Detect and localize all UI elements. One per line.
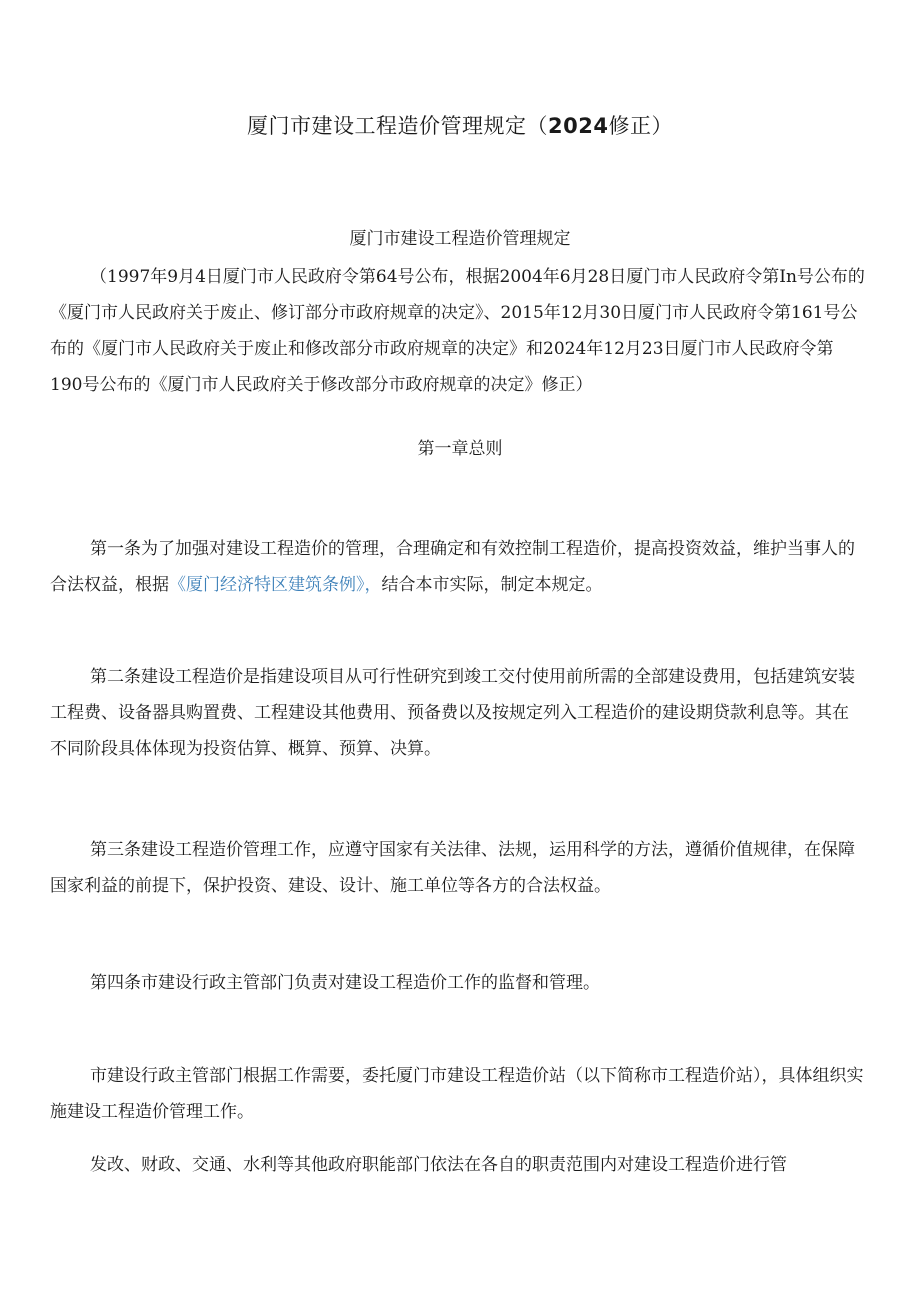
amendment-history: （1997年9月4日厦门市人民政府令第64号公布，根据2004年6月28日厦门市人民政府令第In号公布的《厦门市人民政府关于废止、修订部分市政府规章的决定》、2015年12月30日厦门市人民政府令第161号公布的《厦门市人民政府关于废止和修改部分市政府规章的决定》和2024年12月23日厦门市人民政府令第190号公布的《厦门市人民政府关于修改部分市政府规章的决定》修正） [50, 267, 865, 395]
regulation-link[interactable]: 《厦门经济特区建筑条例》， [169, 575, 382, 595]
title-suffix: 修正） [608, 114, 673, 138]
regulation-subtitle: 厦门市建设工程造价管理规定 [349, 229, 571, 249]
article-1-text-b: 结合本市实际，制定本规定。 [381, 575, 603, 595]
chapter-heading: 第一章总则 [417, 439, 503, 459]
article-1 [50, 531, 865, 603]
title-main: 厦门市建设工程造价管理规定（ [247, 114, 549, 138]
article-1-text-a: 第一条为了加强对建设工程造价的管理，合理确定和有效控制工程造价，提高投资效益，维护当事人的合法权益，根据 [50, 539, 855, 595]
article-3: 第三条建设工程造价管理工作，应遵守国家有关法律、法规，运用科学的方法，遵循价值规律，在保障国家利益的前提下，保护投资、建设、设计、施工单位等各方的合法权益。 [50, 840, 855, 896]
article-2: 第二条建设工程造价是指建设项目从可行性研究到竣工交付使用前所需的全部建设费用，包括建筑安装工程费、设备器具购置费、工程建设其他费用、预备费以及按规定列入工程造价的建设期贷款利息等。其在不同阶段具体体现为投资估算、概算、预算、决算。 [50, 667, 855, 759]
article-4-paragraph-2: 市建设行政主管部门根据工作需要，委托厦门市建设工程造价站（以下简称市工程造价站），具体组织实施建设工程造价管理工作。 [50, 1066, 864, 1122]
document-title [0, 110, 920, 140]
article-4: 第四条市建设行政主管部门负责对建设工程造价工作的监督和管理。 [90, 973, 600, 993]
title-year: 2024 [548, 114, 609, 138]
article-4-paragraph-3: 发改、财政、交通、水利等其他政府职能部门依法在各自的职责范围内对建设工程造价进行管 [90, 1155, 787, 1175]
